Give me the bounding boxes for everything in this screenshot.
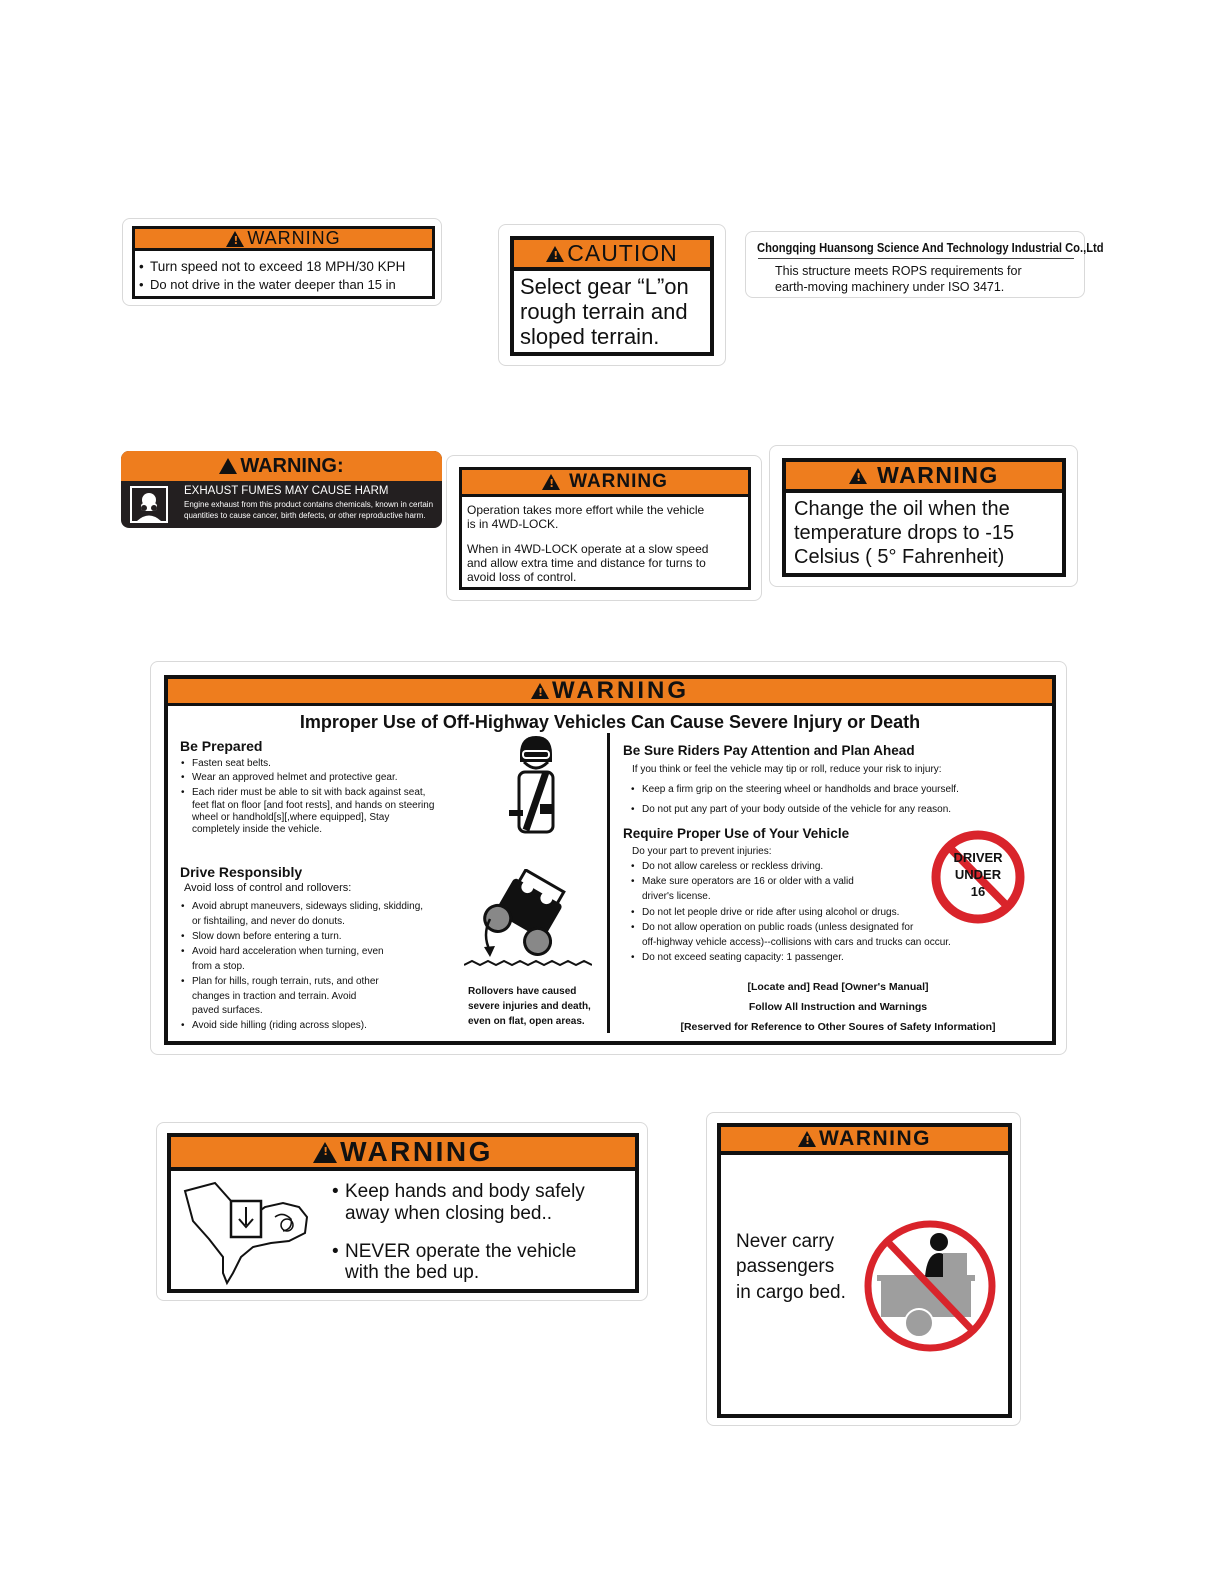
- driver-sign-line: UNDER: [954, 867, 1002, 882]
- label-gear-caution: [498, 224, 726, 366]
- warning-triangle-icon: [219, 458, 237, 474]
- label-gear-line: sloped terrain.: [520, 324, 660, 349]
- bed-item: • NEVER operate the vehicle: [331, 1241, 576, 1263]
- label-cargo-heading: WARNING: [819, 1127, 931, 1150]
- label-4wd-text: avoid loss of control.: [467, 570, 577, 584]
- footer-line: [Locate and] Read [Owner's Manual]: [747, 981, 929, 993]
- label-bed-warning: [156, 1122, 648, 1301]
- footer-line: [Reserved for Reference to Other Soures of Safety Information]: [680, 1021, 996, 1033]
- drive-responsibly-title: Drive Responsibly: [180, 864, 303, 880]
- label-bed-heading: WARNING: [340, 1136, 493, 1167]
- cargo-line: in cargo bed.: [736, 1282, 846, 1303]
- proper-use-item: • Do not let people drive or ride after using alcohol or drugs.: [630, 907, 899, 918]
- warning-triangle-icon: [531, 683, 549, 699]
- footer-line: Follow All Instruction and Warnings: [748, 1001, 928, 1013]
- respirator-icon: [130, 486, 168, 523]
- drive-item: • Slow down before entering a turn.: [180, 931, 342, 942]
- label-4wd-heading: WARNING: [569, 471, 668, 492]
- drive-item: • Avoid abrupt maneuvers, sideways sliding, skidding,: [180, 901, 423, 912]
- driver-under-16-sign: [930, 829, 1026, 925]
- be-prepared-item: • Each rider must be able to sit with back against seat,: [180, 787, 425, 798]
- label-gear-line: Select gear “L”on: [520, 274, 689, 299]
- caution-triangle-icon: [546, 246, 564, 262]
- label-4wd-text: Operation takes more effort while the vehicle: [467, 503, 705, 517]
- label-rops-divider: [758, 258, 1074, 259]
- be-prepared-item-cont: wheel or handhold[s][,where equipped], Stay: [192, 812, 390, 823]
- label-bed-frame: [167, 1133, 639, 1293]
- label-oil-frame: [782, 458, 1066, 577]
- warning-triangle-icon: [849, 468, 867, 484]
- bed-pinch-icon: [179, 1177, 314, 1287]
- attention-title: Be Sure Riders Pay Attention and Plan Ahead: [623, 743, 915, 758]
- label-oil-warning: [769, 445, 1078, 587]
- label-exhaust-subheading: EXHAUST FUMES MAY CAUSE HARM: [184, 485, 389, 497]
- drive-item-cont: from a stop.: [192, 961, 245, 972]
- label-4wd-frame: [459, 467, 751, 590]
- rollover-vehicle-icon: [464, 869, 592, 969]
- proper-use-item: • Do not allow careless or reckless driving.: [630, 861, 823, 872]
- proper-use-intro: Do your part to prevent injuries:: [632, 846, 772, 857]
- drive-item-cont: changes in traction and terrain. Avoid: [192, 991, 357, 1002]
- proper-use-item: • Do not allow operation on public roads (unless designated for: [630, 922, 913, 933]
- label-rops-company: Chongqing Huansong Science And Technology Industrial Co.,Ltd: [757, 240, 1104, 255]
- cargo-line: passengers: [736, 1256, 835, 1277]
- label-speed-item: • Do not drive in the water deeper than 15 in: [138, 277, 396, 292]
- label-exhaust-header: [121, 451, 442, 481]
- label-exhaust-heading: WARNING:: [240, 454, 344, 477]
- label-4wd-header: [462, 470, 748, 497]
- drive-responsibly-intro: Avoid loss of control and rollovers:: [184, 882, 352, 894]
- label-4wd-text: is in 4WD-LOCK.: [467, 517, 559, 531]
- proper-use-item: • Make sure operators are 16 or older with a valid: [630, 876, 854, 887]
- drive-item: • Avoid side hilling (riding across slopes).: [180, 1020, 367, 1031]
- drive-item: • Avoid hard acceleration when turning, even: [180, 946, 384, 957]
- cargo-line: Never carry: [736, 1231, 835, 1252]
- attention-intro: If you think or feel the vehicle may tip or roll, reduce your risk to injury:: [632, 764, 942, 775]
- drive-item-cont: paved surfaces.: [192, 1005, 263, 1016]
- label-gear-line: rough terrain and: [520, 299, 688, 324]
- label-main-frame: [164, 675, 1056, 1045]
- label-oil-line: Change the oil when the: [794, 498, 1010, 520]
- label-exhaust-warning: [121, 451, 442, 528]
- proper-use-item-cont: off-highway vehicle access)--collisions with cars and trucks can occur.: [642, 937, 951, 948]
- driver-sign-line: 16: [970, 884, 986, 899]
- warning-triangle-icon: [313, 1142, 337, 1163]
- label-oil-line: temperature drops to -15: [794, 522, 1015, 544]
- label-cargo-frame: [717, 1123, 1012, 1418]
- label-rops-line: earth-moving machinery under ISO 3471.: [775, 280, 1005, 294]
- rollover-caption: severe injuries and death,: [468, 1001, 591, 1012]
- label-rops-line: This structure meets ROPS requirements for: [775, 264, 1022, 278]
- be-prepared-item-cont: completely inside the vehicle.: [192, 824, 323, 835]
- bed-item-cont: away when closing bed..: [345, 1203, 553, 1224]
- attention-item: • Do not put any part of your body outside of the vehicle for any reason.: [630, 804, 951, 815]
- warning-triangle-icon: [226, 231, 244, 247]
- be-prepared-title: Be Prepared: [180, 738, 263, 754]
- proper-use-item-cont: driver's license.: [642, 891, 711, 902]
- label-speed-heading: WARNING: [247, 228, 341, 248]
- warning-triangle-icon: [798, 1131, 816, 1147]
- be-prepared-item-cont: feet flat on floor [and foot rests], and hands on steering: [192, 800, 435, 811]
- label-4wd-text: and allow extra time and distance for turns to: [467, 556, 706, 570]
- label-cargo-warning: [706, 1112, 1021, 1426]
- label-oil-heading: WARNING: [877, 462, 999, 488]
- bed-item: • Keep hands and body safely: [331, 1181, 585, 1203]
- label-gear-frame: [510, 236, 714, 356]
- label-main-header: [168, 679, 1052, 706]
- column-divider: [607, 733, 610, 1033]
- seatbelt-helmet-icon: [506, 732, 566, 838]
- label-bed-header: [171, 1137, 635, 1171]
- attention-item: • Keep a firm grip on the steering wheel or handholds and brace yourself.: [630, 784, 959, 795]
- label-4wd-text: When in 4WD-LOCK operate at a slow speed: [467, 542, 709, 556]
- label-speed-item: • Turn speed not to exceed 18 MPH/30 KPH: [138, 259, 405, 274]
- no-passenger-cargo-icon: [863, 1219, 997, 1353]
- label-speed-frame: [132, 226, 435, 299]
- proper-use-title: Require Proper Use of Your Vehicle: [623, 826, 850, 841]
- label-oil-header: [786, 462, 1062, 493]
- label-rops: [745, 231, 1104, 298]
- label-main-warning: [150, 661, 1067, 1055]
- label-oil-line: Celsius ( 5° Fahrenheit): [794, 546, 1005, 568]
- label-speed-header: [135, 229, 432, 251]
- bed-item-cont: with the bed up.: [345, 1262, 480, 1283]
- warning-triangle-icon: [542, 474, 560, 490]
- be-prepared-item: • Fasten seat belts.: [180, 758, 271, 769]
- label-speed-warning: [122, 218, 442, 306]
- be-prepared-item: • Wear an approved helmet and protective gear.: [180, 772, 398, 783]
- label-main-heading: WARNING: [552, 677, 689, 704]
- drive-item: • Plan for hills, rough terrain, ruts, and other: [180, 976, 379, 987]
- label-gear-heading: CAUTION: [567, 240, 678, 266]
- label-exhaust-line: quantities to cause cancer, birth defects, or other reproductive harm.: [184, 511, 426, 520]
- proper-use-item: • Do not exceed seating capacity: 1 passenger.: [630, 952, 844, 963]
- rollover-caption: Rollovers have caused: [468, 986, 577, 997]
- label-gear-header: [514, 240, 710, 271]
- drive-item-cont: or fishtailing, and never do donuts.: [192, 916, 345, 927]
- label-cargo-header: [721, 1127, 1008, 1155]
- driver-sign-line: DRIVER: [953, 850, 1003, 865]
- rollover-caption: even on flat, open areas.: [468, 1016, 585, 1027]
- label-main-title: Improper Use of Off-Highway Vehicles Can Cause Severe Injury or Death: [299, 712, 921, 732]
- label-exhaust-line: Engine exhaust from this product contains chemicals, known in certain: [184, 500, 434, 509]
- label-4wd-warning: [446, 455, 762, 601]
